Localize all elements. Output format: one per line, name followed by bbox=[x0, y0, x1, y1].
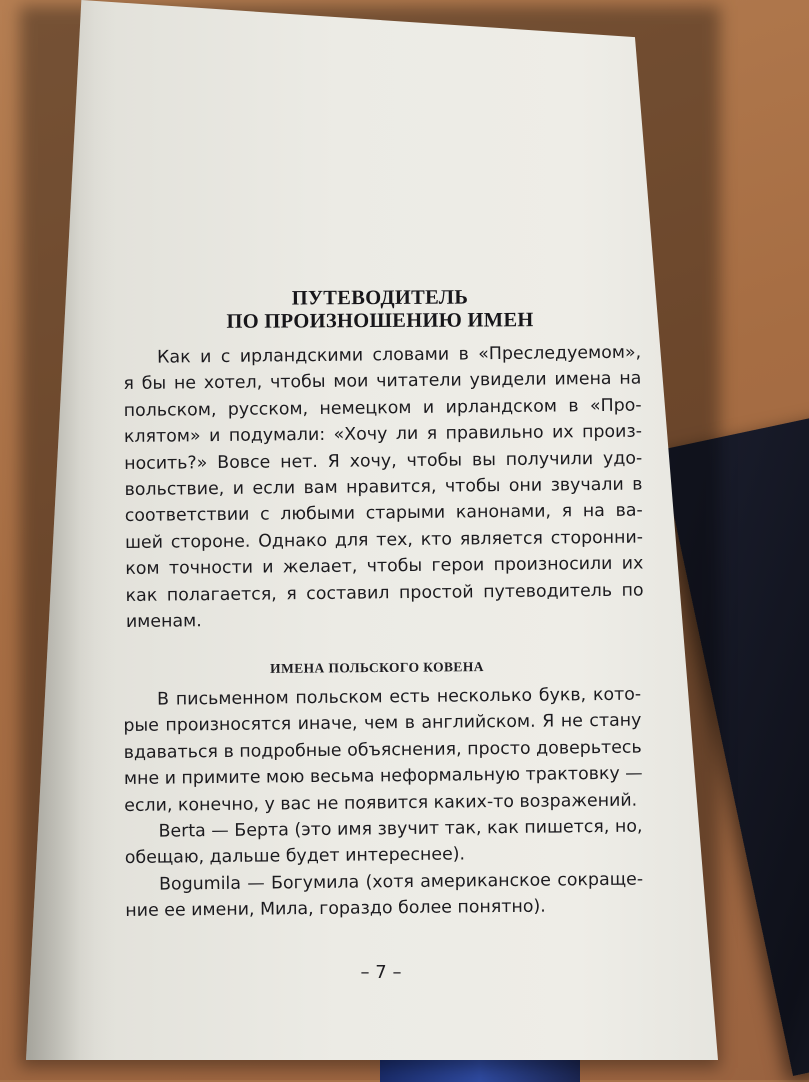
intro-paragraph bbox=[123, 340, 644, 636]
title-line-2: ПО ПРОИЗНОШЕНИЮ ИМЕН bbox=[226, 309, 534, 333]
text-line: Bogumila — Богумила (хотя американское сокраще- bbox=[158, 869, 644, 895]
title-line-1: ПУТЕВОДИТЕЛЬ bbox=[291, 286, 469, 310]
text-line: польском, русском, немецком и ирландском в «Про- bbox=[123, 395, 642, 421]
text-line: рые произносятся иначе, чем в английском. Я не стану bbox=[123, 710, 642, 737]
section-paragraph bbox=[123, 682, 643, 925]
text-line: мне и примите мою весьма неформальную трактовку — bbox=[123, 763, 643, 790]
text-line: вдаваться в подробные объяснения, просто доверьтесь bbox=[123, 737, 642, 763]
section-heading: ИМЕНА ПОЛЬСКОГО КОВЕНА bbox=[270, 659, 484, 676]
page-number: – 7 – bbox=[360, 962, 402, 983]
text-line: именам. bbox=[125, 611, 202, 633]
text-line: ком точности и желает, чтобы герои произносили их bbox=[125, 553, 644, 580]
text-line: как полагается, я составил простой путеводитель по bbox=[125, 580, 644, 606]
text-line: обещаю, дальше будет интереснее). bbox=[124, 844, 466, 869]
text-line: Как и с ирландскими словами в «Преследуемом», bbox=[157, 342, 642, 368]
text-line: В письменном польском есть несколько букв, кото- bbox=[157, 684, 642, 710]
text-line: если, конечно, у вас не появится каких-то возражений. bbox=[124, 790, 638, 816]
text-line: Berta — Берта (это имя звучит так, как пишется, но, bbox=[158, 816, 643, 842]
text-line: клятом» и подумали: «Хочу ли я правильно их произ- bbox=[123, 421, 643, 448]
text-line: я бы не хотел, чтобы мои читатели увидели имена на bbox=[123, 368, 642, 395]
text-line: вольствие, и если вам нравится, чтобы они звучали в bbox=[124, 474, 643, 501]
text-line: носить?» Вовсе нет. Я хочу, чтобы вы получили удо- bbox=[124, 448, 643, 474]
text-line: ние ее имени, Мила, гораздо более понятно). bbox=[125, 896, 546, 922]
page-title bbox=[200, 286, 560, 334]
text-line: шей стороне. Однако для тех, кто является сторонни- bbox=[124, 527, 644, 553]
text-line: соответствии с любыми старыми канонами, я на ва- bbox=[124, 501, 643, 527]
